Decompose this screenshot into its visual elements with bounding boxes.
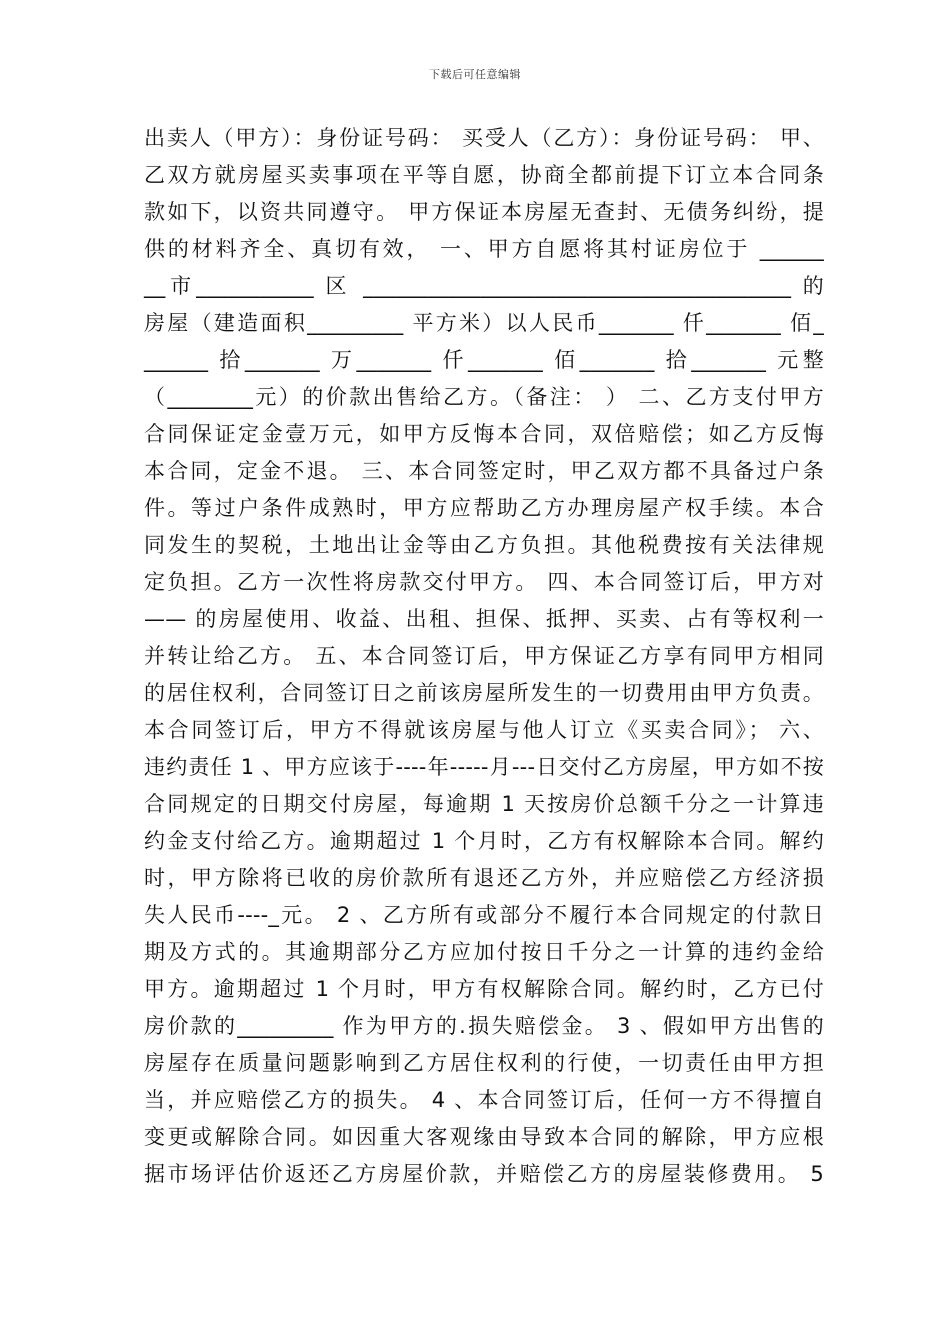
body-line: __市___________ 区 ________________________________________ 的 [144,274,824,298]
body-line: 失人民币----_元。 2 、乙方所有或部分不履行本合同规定的付款日 [144,903,824,927]
body-line: 定负担。乙方一次性将房款交付甲方。 四、本合同签订后，甲方对 [144,570,824,594]
body-line: 期及方式的。其逾期部分乙方应加付按日千分之一计算的违约金给 [144,940,824,964]
body-line: 同发生的契税，土地出让金等由乙方负担。其他税费按有关法律规 [144,533,824,557]
contract-body [144,120,824,1193]
body-line: 供的材料齐全、真切有效， 一、甲方自愿将其村证房位于 ______ [144,237,824,261]
body-line: 件。等过户条件成熟时，甲方应帮助乙方办理房屋产权手续。本合 [144,496,824,520]
body-line: 合同规定的日期交付房屋，每逾期 1 天按房价总额千分之一计算违 [144,792,824,816]
body-line: 本合同签订后，甲方不得就该房屋与他人订立《买卖合同》； 六、 [144,718,824,742]
body-line: 房价款的_________ 作为甲方的.损失赔偿金。 3 、假如甲方出售的 [144,1014,824,1038]
page-header: 下载后可任意编辑 [429,68,521,81]
body-line: 房屋（建造面积_________ 平方米）以人民币_______ 仟_______ 佰_ [144,311,824,335]
body-line: 据市场评估价返还乙方房屋价款，并赔偿乙方的房屋装修费用。 5 [144,1162,824,1186]
body-line: 甲方。逾期超过 1 个月时，甲方有权解除合同。解约时，乙方已付 [144,977,824,1001]
body-line: 并转让给乙方。 五、本合同签订后，甲方保证乙方享有同甲方相同 [144,644,824,668]
body-line: 房屋存在质量问题影响到乙方居住权利的行使，一切责任由甲方担 [144,1051,824,1075]
body-line: （________元）的价款出售给乙方。（备注： ） 二、乙方支付甲方 [144,385,824,409]
body-line: 合同保证定金壹万元，如甲方反悔本合同，双倍赔偿；如乙方反悔 [144,422,824,446]
body-line: 的居住权利，合同签订日之前该房屋所发生的一切费用由甲方负责。 [144,681,824,705]
body-line: 本合同，定金不退。 三、本合同签定时，甲乙双方都不具备过户条 [144,459,824,483]
body-line: 违约责任 1 、甲方应该于----年-----月---日交付乙方房屋，甲方如不按 [144,755,824,779]
body-line: 乙双方就房屋买卖事项在平等自愿，协商全都前提下订立本合同条 [144,163,824,187]
body-line: 时，甲方除将已收的房价款所有退还乙方外，并应赔偿乙方经济损 [144,866,824,890]
body-line: ______ 拾_______ 万_______ 仟_______ 佰_______ 拾_______ 元整 [144,348,824,372]
body-line: 约金支付给乙方。逾期超过 1 个月时，乙方有权解除本合同。解约 [144,829,824,853]
body-line: 出卖人（甲方）：身份证号码： 买受人（乙方）：身份证号码： 甲、 [144,126,824,150]
body-line: 变更或解除合同。如因重大客观缘由导致本合同的解除，甲方应根 [144,1125,824,1149]
body-line: —— 的房屋使用、收益、出租、担保、抵押、买卖、占有等权利一 [144,607,824,631]
body-line: 款如下，以资共同遵守。 甲方保证本房屋无查封、无债务纠纷，提 [144,200,824,224]
body-line: 当，并应赔偿乙方的损失。 4 、本合同签订后，任何一方不得擅自 [144,1088,824,1112]
